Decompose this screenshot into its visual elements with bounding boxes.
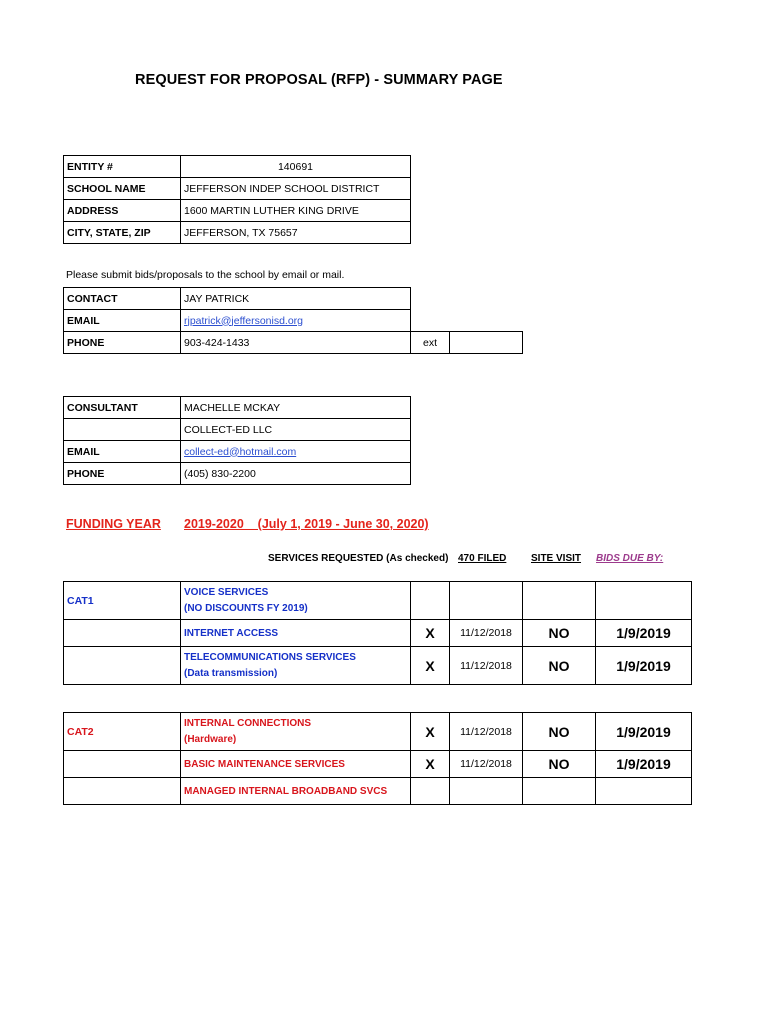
service-line2: (Hardware) <box>184 733 237 745</box>
cat2-row-3-check[interactable] <box>410 777 450 805</box>
service-line1: MANAGED INTERNAL BROADBAND SVCS <box>184 785 388 797</box>
cat2-row-2-date: 11/12/2018 <box>449 750 523 778</box>
consultant-company: COLLECT-ED LLC <box>180 418 411 441</box>
cat1-row-1-visit <box>522 581 596 620</box>
cat2-row-2-service <box>180 750 411 778</box>
bids-due-header: BIDS DUE BY: <box>596 553 664 564</box>
cat1-label-cell <box>63 581 181 620</box>
consultant-blank <box>63 418 181 441</box>
school-name-label: SCHOOL NAME <box>63 177 181 200</box>
cat1-row-1-check[interactable] <box>410 581 450 620</box>
funding-year-value: 2019-2020 (July 1, 2019 - June 30, 2020) <box>184 517 429 531</box>
service-line1: INTERNET ACCESS <box>184 627 279 639</box>
consultant-email-cell <box>180 440 411 463</box>
page-title: REQUEST FOR PROPOSAL (RFP) - SUMMARY PAGE <box>135 72 503 88</box>
address-label: ADDRESS <box>63 199 181 222</box>
services-requested-header: SERVICES REQUESTED (As checked) <box>268 553 449 564</box>
cat2-row-2-due: 1/9/2019 <box>595 750 692 778</box>
entity-value: 140691 <box>180 155 411 178</box>
phone-value: 903-424-1433 <box>180 331 411 354</box>
site-visit-header: SITE VISIT <box>531 553 582 564</box>
cat1-row-2-service <box>180 619 411 647</box>
email-label: EMAIL <box>63 309 181 332</box>
cat1-row-2-check[interactable]: X <box>410 619 450 647</box>
filed-header: 470 FILED <box>458 553 507 564</box>
cat1-row-3-blank <box>63 646 181 685</box>
cat1-row-3-due: 1/9/2019 <box>595 646 692 685</box>
cat1-row-1-due <box>595 581 692 620</box>
submit-note: Please submit bids/proposals to the school by email or mail. <box>66 269 345 281</box>
entity-label: ENTITY # <box>63 155 181 178</box>
address-value: 1600 MARTIN LUTHER KING DRIVE <box>180 199 411 222</box>
cat1-row-2-blank <box>63 619 181 647</box>
cat2-row-1-due: 1/9/2019 <box>595 712 692 751</box>
cat2-row-2-check[interactable]: X <box>410 750 450 778</box>
cat2-row-1-service <box>180 712 411 751</box>
contact-label: CONTACT <box>63 287 181 310</box>
cat2-row-3-date <box>449 777 523 805</box>
cat1-row-2-date: 11/12/2018 <box>449 619 523 647</box>
cat1-row-1-service <box>180 581 411 620</box>
cat2-row-3-visit <box>522 777 596 805</box>
cat2-row-3-blank <box>63 777 181 805</box>
cat1-label: CAT1 <box>67 594 94 607</box>
cat2-row-3-due <box>595 777 692 805</box>
service-line2: (NO DISCOUNTS FY 2019) <box>184 602 308 614</box>
cat2-row-1-date: 11/12/2018 <box>449 712 523 751</box>
city-label: CITY, STATE, ZIP <box>63 221 181 244</box>
cat2-row-3-service <box>180 777 411 805</box>
service-line2: (Data transmission) <box>184 667 278 679</box>
cat2-label: CAT2 <box>67 725 94 738</box>
cat2-label-cell <box>63 712 181 751</box>
cat1-row-2-visit: NO <box>522 619 596 647</box>
contact-email-link[interactable]: rjpatrick@jeffersonisd.org <box>184 314 304 327</box>
ext-value <box>449 331 523 354</box>
consultant-name: MACHELLE MCKAY <box>180 396 411 419</box>
consultant-email-link[interactable]: collect-ed@hotmail.com <box>184 445 297 458</box>
contact-value: JAY PATRICK <box>180 287 411 310</box>
service-line1: INTERNAL CONNECTIONS <box>184 717 312 729</box>
consultant-phone-label: PHONE <box>63 462 181 485</box>
cat1-row-1-date <box>449 581 523 620</box>
funding-year-label: FUNDING YEAR <box>66 517 161 531</box>
cat2-row-1-visit: NO <box>522 712 596 751</box>
cat1-row-3-service <box>180 646 411 685</box>
city-value: JEFFERSON, TX 75657 <box>180 221 411 244</box>
phone-label: PHONE <box>63 331 181 354</box>
ext-label: ext <box>410 331 450 354</box>
service-line1: VOICE SERVICES <box>184 586 269 598</box>
cat1-row-3-date: 11/12/2018 <box>449 646 523 685</box>
cat2-row-2-blank <box>63 750 181 778</box>
consultant-email-label: EMAIL <box>63 440 181 463</box>
consultant-label: CONSULTANT <box>63 396 181 419</box>
cat2-row-2-visit: NO <box>522 750 596 778</box>
cat1-row-3-check[interactable]: X <box>410 646 450 685</box>
service-line1: BASIC MAINTENANCE SERVICES <box>184 758 345 770</box>
cat1-row-3-visit: NO <box>522 646 596 685</box>
cat1-row-2-due: 1/9/2019 <box>595 619 692 647</box>
cat2-row-1-check[interactable]: X <box>410 712 450 751</box>
consultant-phone-value: (405) 830-2200 <box>180 462 411 485</box>
school-name-value: JEFFERSON INDEP SCHOOL DISTRICT <box>180 177 411 200</box>
service-line1: TELECOMMUNICATIONS SERVICES <box>184 651 356 663</box>
email-cell <box>180 309 411 332</box>
